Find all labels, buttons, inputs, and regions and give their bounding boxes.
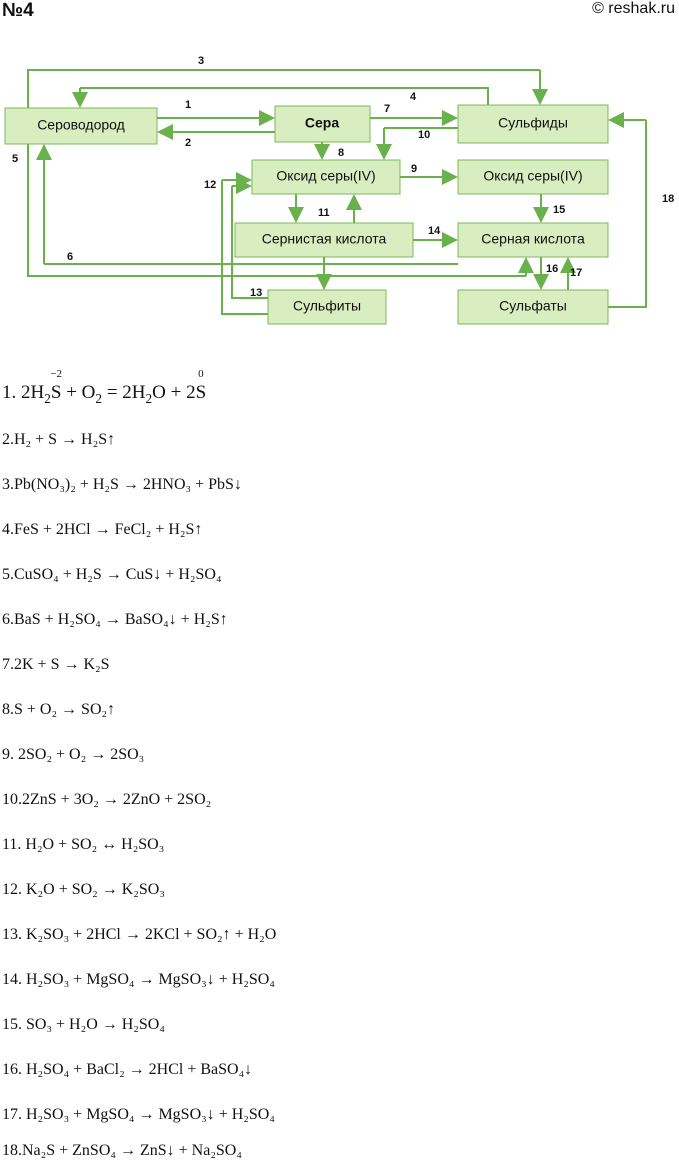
equation-14: 14. H₂SO₃ + MgSO₄ → MgSO₃↓ + H₂SO₄ [2, 971, 275, 988]
task-number: №4 [2, 0, 34, 21]
equation-4: 4.FeS + 2HCl → FeCl₂ + H₂S↑ [2, 521, 203, 538]
svg-text:Оксид серы(IV): Оксид серы(IV) [483, 167, 583, 184]
svg-text:14: 14 [428, 225, 441, 237]
svg-text:15: 15 [553, 204, 566, 216]
svg-text:10: 10 [418, 129, 431, 141]
svg-text:4: 4 [410, 91, 417, 103]
box-sulfuric-acid [458, 223, 608, 257]
equation-1: 1. $2H_2$ −2 $S + O_2 = 2H_2O + 2$ 0 S [2, 368, 207, 406]
equation-11: 11. H₂O + SO₂ ↔ H₂SO₃ [2, 836, 165, 853]
svg-text:17: 17 [570, 267, 583, 279]
svg-text:16: 16 [546, 263, 559, 275]
svg-text:2: 2 [185, 137, 192, 149]
equation-3: 3.Pb(NO₃)₂ + H₂S → 2HNO₃ + PbS↓ [2, 476, 242, 493]
site-credit: © reshak.ru [592, 0, 675, 17]
svg-text:Сера: Сера [304, 114, 340, 131]
box-sulfur [275, 106, 370, 142]
equation-18: 18.Na₂S + ZnSO₄ → ZnS↓ + Na₂SO₄ [2, 1142, 242, 1159]
box-sulfurous-acid [235, 223, 413, 257]
box-hydrogen-sulfide [5, 108, 157, 144]
box-sulfides [458, 105, 608, 143]
equation-8: 8.S + O₂ → SO₂↑ [2, 701, 116, 718]
equation-15: 15. SO₃ + H₂O → H₂SO₄ [2, 1016, 165, 1033]
box-sulfur-oxide-vi [458, 160, 608, 194]
svg-text:Сульфиды: Сульфиды [498, 114, 568, 131]
equation-5: 5.CuSO₄ + H₂S → CuS↓ + H₂SO₄ [2, 566, 222, 583]
equation-10: 10.2ZnS + 3O₂ → 2ZnO + 2SO₂ [2, 791, 212, 808]
svg-text:13: 13 [250, 287, 263, 299]
equation-12: 12. K₂O + SO₂ → K₂SO₃ [2, 881, 165, 898]
svg-text:11: 11 [318, 207, 330, 219]
svg-text:18: 18 [662, 193, 675, 205]
svg-text:1: 1 [185, 99, 192, 111]
equation-17: 17. H₂SO₃ + MgSO₄ → MgSO₃↓ + H₂SO₄ [2, 1106, 275, 1123]
box-sulfates [458, 290, 608, 324]
box-sulfites [268, 290, 386, 324]
svg-text:Сульфиты: Сульфиты [292, 297, 362, 314]
equation-6: 6.BaS + H₂SO₄ → BaSO₄↓ + H₂S↑ [2, 611, 228, 628]
svg-text:Серная кислота: Серная кислота [481, 230, 585, 247]
equation-9: 9. 2SO₂ + O₂ → 2SO₃ [2, 746, 145, 763]
equation-16: 16. H₂SO₄ + BaCl₂ → 2HCl + BaSO₄↓ [2, 1061, 253, 1078]
svg-text:8: 8 [338, 147, 345, 159]
equation-7: 7.2K + S → K₂S [2, 656, 110, 673]
svg-text:9: 9 [411, 163, 418, 175]
svg-text:12: 12 [204, 179, 217, 191]
box-sulfur-oxide-iv [252, 160, 400, 194]
svg-text:5: 5 [12, 153, 19, 165]
svg-text:Сероводород: Сероводород [37, 116, 125, 133]
equation-2: 2.H₂ + S → H₂S↑ [2, 431, 116, 448]
svg-text:Сульфаты: Сульфаты [499, 297, 567, 314]
svg-text:7: 7 [384, 103, 391, 115]
svg-text:Оксид серы(IV): Оксид серы(IV) [276, 167, 376, 184]
equation-13: 13. K₂SO₃ + 2HCl → 2KCl + SO₂↑ + H₂O [2, 926, 277, 943]
sulfur-scheme-diagram [0, 50, 679, 335]
svg-text:6: 6 [67, 251, 74, 263]
svg-text:3: 3 [198, 55, 205, 67]
svg-text:Сернистая кислота: Сернистая кислота [261, 230, 387, 247]
